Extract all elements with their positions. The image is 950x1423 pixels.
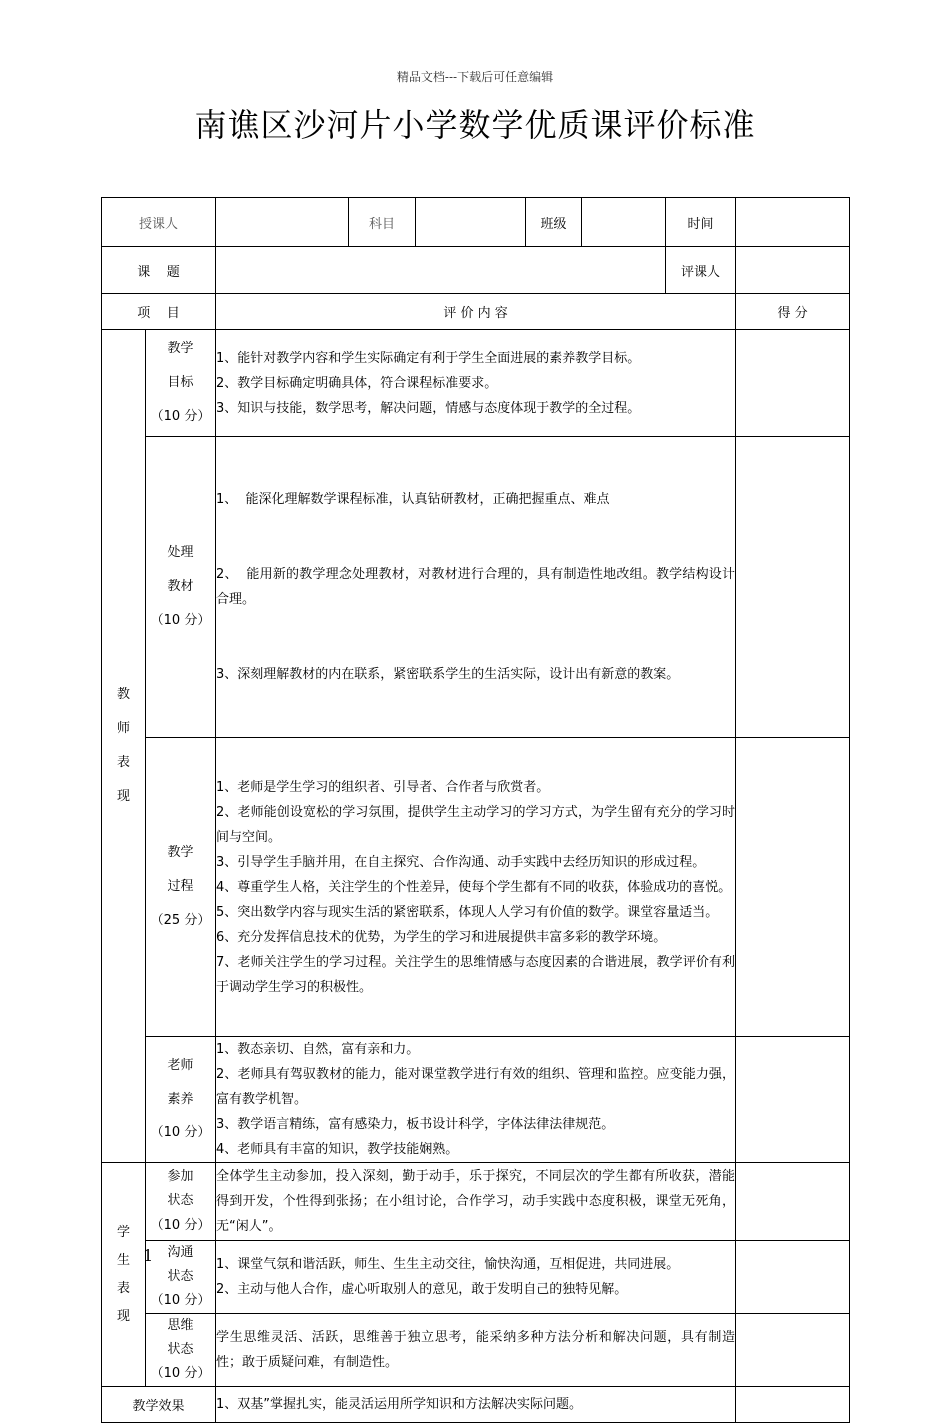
criteria-content [216,1241,736,1314]
time-value [736,198,850,247]
score-cell [736,738,850,1037]
criteria-item: 1、老师是学生学习的组织者、引导者、合作者与欣赏者。 [216,779,550,795]
category-char: 学 [116,1224,130,1240]
time-label: 时间 [666,198,736,247]
score-label: 得 分 [736,294,850,330]
page-number: 1 [143,1246,154,1265]
criteria-content [216,330,736,437]
criteria-content [216,437,736,738]
criteria-item: 6、充分发挥信息技术的优势，为学生的学习和进展提供丰富多彩的教学环境。 [216,929,667,945]
criteria-item: 全体学生主动参加，投入深刻，勤于动手，乐于探究，不同层次的学生都有所收获，潜能得到开发，个性得到张扬；在小组讨论，合作学习，动手实践中态度积极，课堂无死角，无“闲人”。 [216,1169,736,1234]
teacher-label: 授课人 [102,198,216,247]
teacher-category [102,330,146,1163]
watermark-text: 精品文档---下载后可任意编辑 [396,70,554,84]
student-thinking-row [102,1314,850,1387]
criteria-item: 3、教学语言精练，富有感染力，板书设计科学，字体法律法律规范。 [216,1117,615,1132]
teacher-value [216,198,349,247]
score-cell [736,330,850,437]
score-cell [736,1241,850,1314]
effect-label: 教学效果 [102,1387,216,1423]
sub-category-process: 教学 过程 （25 分） [146,738,216,1037]
category-char: 教 [116,687,130,703]
student-category [102,1163,146,1387]
item-label: 项 目 [102,294,216,330]
category-char: 表 [116,1280,130,1296]
criteria-item: 1、教态亲切、自然，富有亲和力。 [216,1042,420,1057]
criteria-item: 5、突出数学内容与现实生活的紧密联系，体现人人学习有价值的数学。课堂容量适当。 [216,904,719,920]
category-char: 现 [116,788,130,804]
sub-category-goal: 教学 目标 （10 分） [146,330,216,437]
sub-category-participation: 参加 状态 （10 分） [146,1163,216,1241]
category-char: 表 [116,755,130,770]
criteria-item: 2、教学目标确定明确具体，符合课程标准要求。 [216,375,498,391]
category-char: 师 [116,721,130,737]
evaluator-value [736,247,850,294]
score-cell [736,1314,850,1387]
student-participation-row [102,1163,850,1241]
sub-category-communication: 沟通 状态 （10 分） [146,1241,216,1314]
teacher-quality-row [102,1037,850,1163]
criteria-item: 4、老师具有丰富的知识，教学技能娴熟。 [216,1142,459,1157]
criteria-item: 1、 能深化理解数学课程标准，认真钻研教材，正确把握重点、难点 [216,492,610,507]
category-char: 现 [116,1308,130,1324]
criteria-content [216,1163,736,1241]
criteria-content [216,1387,736,1423]
score-cell [736,437,850,738]
subject-value [416,198,526,247]
criteria-item: 1、双基”掌握扎实，能灵活运用所学知识和方法解决实际问题。 [216,1397,583,1413]
criteria-item: 3、深刻理解教材的内在联系，紧密联系学生的生活实际，设计出有新意的教案。 [216,667,680,682]
criteria-item: 学生思维灵活、活跃，思维善于独立思考，能采纳多种方法分析和解决问题，具有制造性；敢于质疑问难，有制造性。 [216,1330,736,1371]
evaluation-table [101,197,850,1423]
teacher-process-row [102,738,850,1037]
criteria-content [216,738,736,1037]
topic-label: 课 题 [102,247,216,294]
criteria-content [216,1314,736,1387]
criteria-item: 2、 能用新的教学理念处理教材，对教材进行合理的，具有制造性地改组。教学结构设计合理。 [216,567,736,607]
header-row-1 [102,198,850,247]
category-char: 生 [116,1252,130,1268]
content-label: 评 价 内 容 [216,294,736,330]
criteria-item: 2、主动与他人合作，虚心听取别人的意见，敢于发明自己的独特见解。 [216,1282,628,1298]
score-cell [736,1163,850,1241]
criteria-item: 1、能针对教学内容和学生实际确定有利于学生全面进展的素养教学目标。 [216,350,641,366]
sub-category-thinking: 思维 状态 （10 分） [146,1314,216,1387]
score-cell [736,1387,850,1423]
page-title: 南谯区沙河片小学数学优质课评价标准 [194,106,756,144]
header-row-3 [102,294,850,330]
class-label: 班级 [526,198,582,247]
criteria-content [216,1037,736,1163]
criteria-item: 3、知识与技能，数学思考，解决问题，情感与态度体现于教学的全过程。 [216,400,641,416]
header-row-2 [102,247,850,294]
evaluator-label: 评课人 [666,247,736,294]
criteria-item: 2、老师具有驾驭教材的能力，能对课堂教学进行有效的组织、管理和监控。应变能力强，富有教学机智。 [216,1067,736,1107]
topic-value [216,247,666,294]
criteria-item: 3、引导学生手脑并用，在自主探究、合作沟通、动手实践中去经历知识的形成过程。 [216,854,706,870]
teacher-material-row [102,437,850,738]
score-cell [736,1037,850,1163]
sub-category-quality: 老师 素养 （10 分） [146,1037,216,1163]
effect-row [102,1387,850,1423]
teacher-goal-row [102,330,850,437]
class-value [582,198,666,247]
criteria-item: 1、课堂气氛和谐活跃，师生、生生主动交往，愉快沟通，互相促进，共同进展。 [216,1257,680,1273]
criteria-item: 4、尊重学生人格，关注学生的个性差异，使每个学生都有不同的收获，体验成功的喜悦。 [216,879,732,895]
student-communication-row [102,1241,850,1314]
sub-category-material: 处理 教材 （10 分） [146,437,216,738]
criteria-item: 7、老师关注学生的学习过程。关注学生的思维情感与态度因素的合谐进展，教学评价有利于调动学生学习的积极性。 [216,954,736,995]
subject-label: 科目 [349,198,416,247]
criteria-item: 2、老师能创设宽松的学习氛围，提供学生主动学习的学习方式，为学生留有充分的学习时间与空间。 [216,804,736,845]
